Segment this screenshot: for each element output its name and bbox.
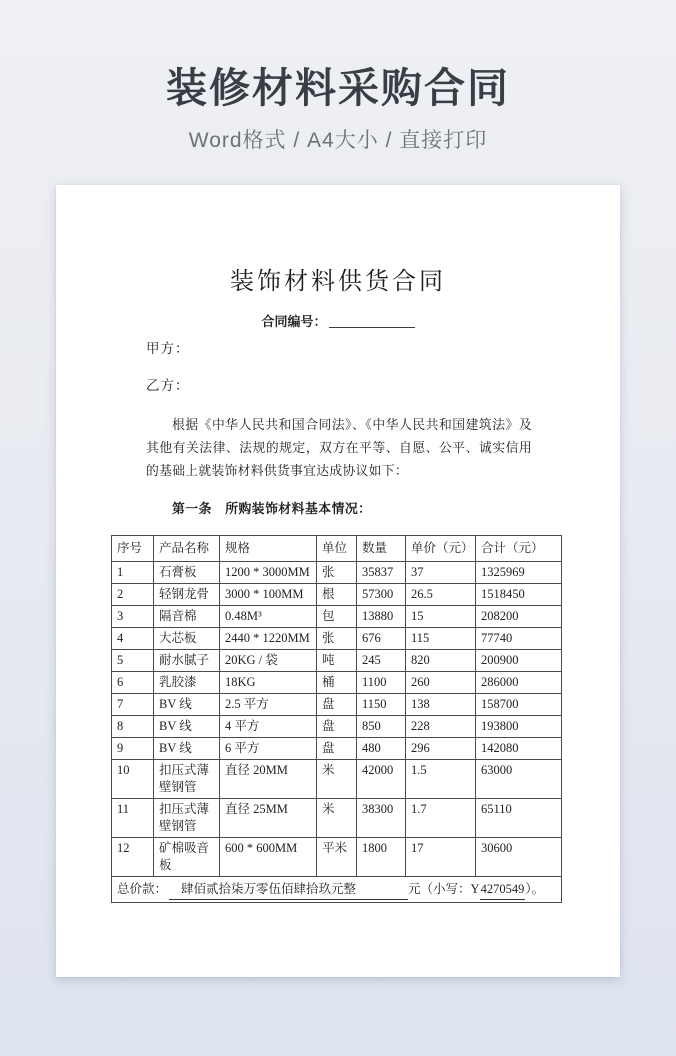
table-header-row bbox=[112, 536, 562, 562]
table-cell: 820 bbox=[406, 650, 476, 672]
table-row bbox=[112, 650, 562, 672]
table-row bbox=[112, 562, 562, 584]
table-cell: 盘 bbox=[317, 738, 357, 760]
banner-title: 装修材料采购合同 bbox=[166, 65, 510, 111]
table-cell: 扣压式薄壁钢管 bbox=[154, 760, 220, 799]
table-cell: 米 bbox=[317, 799, 357, 838]
table-cell: 158700 bbox=[476, 694, 562, 716]
table-cell: 193800 bbox=[476, 716, 562, 738]
table-header-cell: 序号 bbox=[112, 536, 154, 562]
table-cell: 盘 bbox=[317, 716, 357, 738]
party-a-label: 甲方： bbox=[146, 341, 190, 356]
total-label: 总价款： bbox=[117, 882, 168, 896]
table-cell: 1800 bbox=[357, 838, 406, 877]
contract-number-blank bbox=[329, 315, 415, 328]
contract-number-label: 合同编号： bbox=[261, 314, 327, 329]
table-cell: 20KG / 袋 bbox=[220, 650, 317, 672]
table-cell: 直径 20MM bbox=[220, 760, 317, 799]
table-cell: 38300 bbox=[357, 799, 406, 838]
table-row bbox=[112, 628, 562, 650]
table-cell: 3000 * 100MM bbox=[220, 584, 317, 606]
table-cell: 桶 bbox=[317, 672, 357, 694]
table-cell: 676 bbox=[357, 628, 406, 650]
table-cell: 矿棉吸音板 bbox=[154, 838, 220, 877]
document-title: 装饰材料供货合同 bbox=[230, 269, 446, 295]
table-cell: 1325969 bbox=[476, 562, 562, 584]
table-header-cell: 产品名称 bbox=[154, 536, 220, 562]
table-header-cell: 合计（元） bbox=[476, 536, 562, 562]
banner-subtitle: Word格式 / A4大小 / 直接打印 bbox=[188, 129, 488, 152]
table-cell: 7 bbox=[112, 694, 154, 716]
table-total-cell bbox=[112, 877, 562, 903]
table-cell: 12 bbox=[112, 838, 154, 877]
document-page bbox=[56, 185, 620, 977]
table-cell: 18KG bbox=[220, 672, 317, 694]
table-cell: 1 bbox=[112, 562, 154, 584]
table-cell: 2 bbox=[112, 584, 154, 606]
contract-number-line bbox=[56, 311, 620, 330]
table-cell: 1.5 bbox=[406, 760, 476, 799]
table-cell: 11 bbox=[112, 799, 154, 838]
table-body bbox=[112, 562, 562, 877]
total-amount-digits: 4270549 bbox=[480, 879, 526, 900]
total-amount-words: 肆佰贰拾柒万零伍佰肆拾玖元整 bbox=[169, 879, 408, 900]
table-cell: 根 bbox=[317, 584, 357, 606]
table-cell: 15 bbox=[406, 606, 476, 628]
table-row bbox=[112, 716, 562, 738]
materials-table bbox=[111, 535, 562, 903]
table-cell: 1518450 bbox=[476, 584, 562, 606]
table-cell: 228 bbox=[406, 716, 476, 738]
table-cell: 63000 bbox=[476, 760, 562, 799]
table-row bbox=[112, 838, 562, 877]
table-cell: 9 bbox=[112, 738, 154, 760]
table-cell: 平米 bbox=[317, 838, 357, 877]
table-cell: 17 bbox=[406, 838, 476, 877]
table-cell: 石膏板 bbox=[154, 562, 220, 584]
table-cell: 37 bbox=[406, 562, 476, 584]
table-cell: 850 bbox=[357, 716, 406, 738]
table-cell: 直径 25MM bbox=[220, 799, 317, 838]
table-cell: 1200 * 3000MM bbox=[220, 562, 317, 584]
table-row bbox=[112, 606, 562, 628]
table-cell: 包 bbox=[317, 606, 357, 628]
table-cell: 65110 bbox=[476, 799, 562, 838]
table-cell: BV 线 bbox=[154, 716, 220, 738]
table-header-cell: 单位 bbox=[317, 536, 357, 562]
table-header-cell: 单价（元） bbox=[406, 536, 476, 562]
table-cell: 77740 bbox=[476, 628, 562, 650]
banner bbox=[0, 0, 676, 154]
table-cell: 扣压式薄壁钢管 bbox=[154, 799, 220, 838]
table-cell: 6 bbox=[112, 672, 154, 694]
table-row bbox=[112, 799, 562, 838]
table-cell: 张 bbox=[317, 628, 357, 650]
table-cell: 3 bbox=[112, 606, 154, 628]
table-cell: 张 bbox=[317, 562, 357, 584]
table-cell: 57300 bbox=[357, 584, 406, 606]
table-cell: 13880 bbox=[357, 606, 406, 628]
table-cell: 5 bbox=[112, 650, 154, 672]
table-cell: 35837 bbox=[357, 562, 406, 584]
table-cell: 2.5 平方 bbox=[220, 694, 317, 716]
table-row bbox=[112, 738, 562, 760]
table-cell: 200900 bbox=[476, 650, 562, 672]
table-cell: 26.5 bbox=[406, 584, 476, 606]
party-b-label: 乙方： bbox=[146, 378, 190, 393]
table-cell: 盘 bbox=[317, 694, 357, 716]
table-total-row bbox=[112, 877, 562, 903]
table-cell: 8 bbox=[112, 716, 154, 738]
table-cell: 30600 bbox=[476, 838, 562, 877]
total-end-text: ）。 bbox=[525, 882, 545, 896]
table-cell: 0.48M³ bbox=[220, 606, 317, 628]
table-cell: 245 bbox=[357, 650, 406, 672]
table-cell: 1150 bbox=[357, 694, 406, 716]
table-row bbox=[112, 694, 562, 716]
table-cell: 138 bbox=[406, 694, 476, 716]
table-header-cell: 数量 bbox=[357, 536, 406, 562]
table-cell: 4 平方 bbox=[220, 716, 317, 738]
table-cell: 10 bbox=[112, 760, 154, 799]
table-row bbox=[112, 672, 562, 694]
table-cell: 286000 bbox=[476, 672, 562, 694]
table-cell: 隔音棉 bbox=[154, 606, 220, 628]
intro-paragraph: 根据《中华人民共和国合同法》、《中华人民共和国建筑法》及其他有关法律、法规的规定，双方在平等、自愿、公平、诚实信用的基础上就装饰材料供货事宜达成协议如下： bbox=[146, 418, 532, 478]
table-cell: 6 平方 bbox=[220, 738, 317, 760]
table-cell: 耐水腻子 bbox=[154, 650, 220, 672]
table-cell: 115 bbox=[406, 628, 476, 650]
table-cell: 42000 bbox=[357, 760, 406, 799]
table-header-cell: 规格 bbox=[220, 536, 317, 562]
table-cell: 大芯板 bbox=[154, 628, 220, 650]
table-cell: 208200 bbox=[476, 606, 562, 628]
table-cell: 乳胶漆 bbox=[154, 672, 220, 694]
table-cell: 吨 bbox=[317, 650, 357, 672]
clause-heading: 第一条 所购装饰材料基本情况： bbox=[172, 502, 372, 516]
total-mid-text: 元（小写：Y bbox=[408, 882, 480, 896]
table-cell: 轻钢龙骨 bbox=[154, 584, 220, 606]
table-cell: 296 bbox=[406, 738, 476, 760]
table-cell: 480 bbox=[357, 738, 406, 760]
table-cell: 4 bbox=[112, 628, 154, 650]
table-row bbox=[112, 584, 562, 606]
table-cell: 600 * 600MM bbox=[220, 838, 317, 877]
table-cell: 1.7 bbox=[406, 799, 476, 838]
table-cell: BV 线 bbox=[154, 738, 220, 760]
table-cell: 2440 * 1220MM bbox=[220, 628, 317, 650]
table-cell: 142080 bbox=[476, 738, 562, 760]
table-row bbox=[112, 760, 562, 799]
table-cell: 1100 bbox=[357, 672, 406, 694]
table-cell: 米 bbox=[317, 760, 357, 799]
table-cell: BV 线 bbox=[154, 694, 220, 716]
table-cell: 260 bbox=[406, 672, 476, 694]
